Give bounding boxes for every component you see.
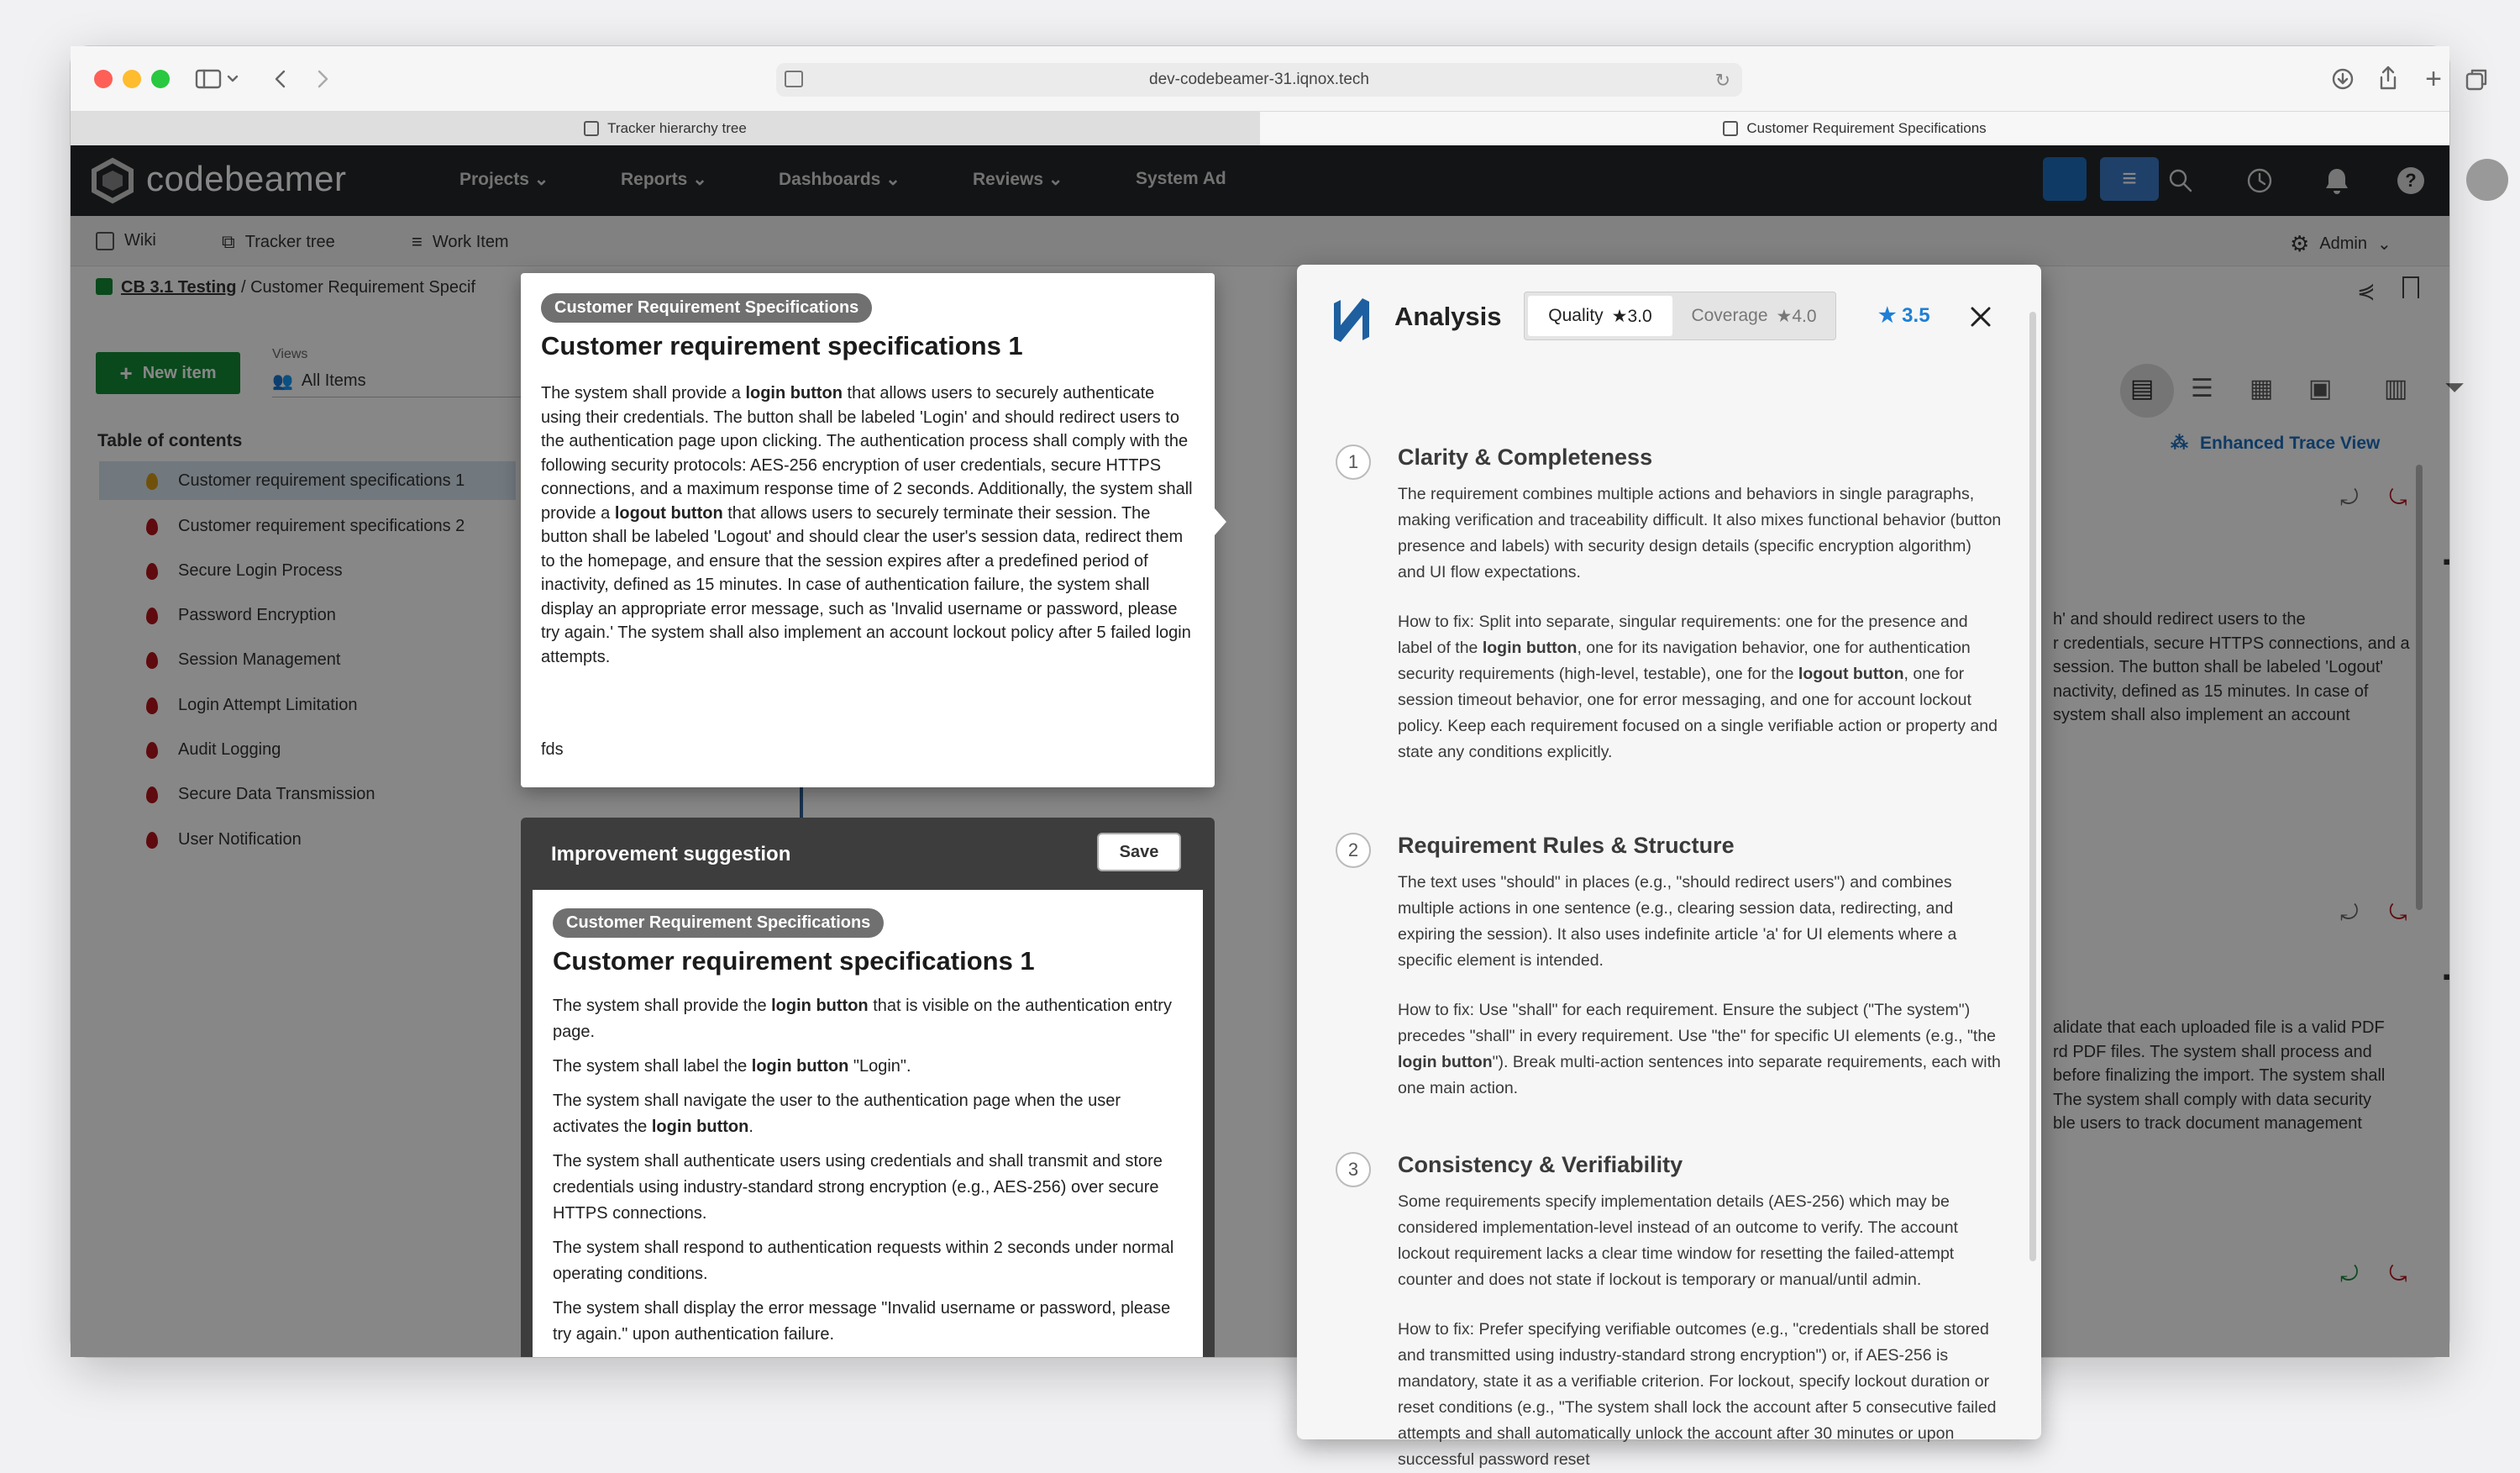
avatar[interactable] [2466, 159, 2508, 201]
bold-term: logout button [614, 503, 723, 523]
analysis-scrollbar[interactable] [2029, 312, 2036, 1261]
bold-term: login button [651, 1118, 749, 1136]
section-fix: How to fix: Prefer specifying verifiable outcomes (e.g., "credentials shall be stored and transmitted using industry-standard strong encryption") or, if AES-256 is mandatory, state it as a verifiable criterion. For lockout, specify lockout duration or reset conditions (e.g., "The system shall lock the account after 5 consecutive failed attempts and shall automatically unlock the account after 30 minutes or upon successful password reset [1398, 1320, 1997, 1469]
minimize-window-button[interactable] [123, 70, 141, 88]
breadcrumb-tracker[interactable]: / Customer Requirement Specif [241, 278, 476, 297]
modal-backdrop[interactable] [71, 145, 2449, 1357]
toc-item-label: User Notification [178, 830, 302, 849]
link-icon[interactable]: ⤾ [2340, 485, 2359, 510]
toc-item-label: Login Attempt Limitation [178, 696, 358, 714]
users-icon: 👥 [272, 372, 293, 391]
requirement-description: The system shall provide a login button that allows users to securely authenticate using their credentials. The button shall be labeled 'Login' and should redirect users to the authentication page upon clicking. The authentication process shall comply with the following security protocols: AES-256 encryption of user credentials, secure HTTPS connections, and a maximum response time of 2 seconds. Additionally, the system shall provide a logout button that allows users to securely terminate their session. The button shall be labeled 'Logout' and should clear the user's session data, redirect them to the homepage, and ensure that the session expires after a predefined period of inactivity, defined as 15 minutes. In case of authentication failure, the system shall display an appropriate error message, such as 'Invalid username or password, please try again.' The system shall also implement an account lockout policy after 5 failed login attempts. [541, 384, 1193, 666]
close-window-button[interactable] [94, 70, 113, 88]
unlink-icon[interactable]: ⤿ [2389, 900, 2407, 925]
admin-menu[interactable]: ⚙ Admin ⌄ [2290, 231, 2391, 256]
section-number: 2 [1336, 833, 1371, 868]
background-line: The system shall comply with data security [2053, 1090, 2372, 1109]
bold-term: login button [1398, 1053, 1493, 1071]
section-fix: How to fix: Use "shall" for each requirement. Ensure the subject ("The system") precedes "shall" in every requirement. Use "the" for specific UI elements (e.g., "the login button"). Break multi-action sentences into separate requirements, each with one main action. [1398, 1001, 2001, 1097]
list-view-icon[interactable]: ☰ [2191, 375, 2213, 402]
background-line: system shall also implement an account [2053, 706, 2350, 724]
improvement-suggestion-panel [521, 818, 1215, 1357]
tab-label: Tracker hierarchy tree [607, 120, 747, 136]
improved-requirement: The system shall display the error message "Invalid username or password, please try again." upon authentication failure. [553, 1299, 1171, 1344]
toc-item-label: Password Encryption [178, 606, 336, 624]
nav-reviews[interactable]: Reviews ⌄ [973, 170, 1063, 189]
nav-reports[interactable]: Reports ⌄ [621, 170, 707, 189]
views-value: All Items [301, 371, 366, 390]
nav-dashboards[interactable]: Dashboards ⌄ [779, 170, 900, 189]
improved-requirement: The system shall navigate the user to the authentication page when the user activates the login button. [553, 1092, 1121, 1136]
filter-icon[interactable]: ⏷ [2444, 374, 2465, 402]
doc-icon: ▤ [2130, 375, 2155, 402]
calendar-view-icon[interactable]: ▣ [2308, 375, 2333, 402]
analysis-logo-icon [1329, 293, 1376, 347]
nav-label: Projects [459, 170, 529, 189]
forward-icon[interactable] [306, 61, 339, 97]
subnav-label: Work Item [432, 232, 509, 251]
background-line: before finalizing the import. The system shall [2053, 1066, 2386, 1085]
section-number: 1 [1336, 445, 1371, 480]
background-line: r credentials, secure HTTPS connections, and a [2053, 634, 2410, 653]
improved-requirement: The system shall authenticate users using credentials and shall transmit and store credentials using industry-standard strong encryption (e.g., AES-256) over secure HTTPS connections. [553, 1152, 1163, 1223]
requirement-title: Customer requirement specifications 1 [541, 331, 1023, 360]
comment-icon[interactable]: ▪ [2443, 549, 2451, 574]
toc-item-label: Audit Logging [178, 740, 281, 759]
share-link-icon[interactable]: ⋞ [2357, 278, 2376, 303]
codebeamer-app [71, 145, 2465, 1469]
unlink-icon[interactable]: ⤿ [2389, 485, 2407, 510]
page-settings-icon[interactable] [785, 71, 803, 87]
new-item-label: New item [142, 363, 217, 382]
improvement-content [533, 890, 1203, 1357]
toc-item-label: Customer requirement specifications 1 [178, 471, 465, 490]
reload-icon[interactable]: ↻ [1714, 70, 1730, 91]
admin-label: Admin [2319, 234, 2368, 253]
comment-icon[interactable]: ▪ [2443, 964, 2451, 989]
back-icon[interactable] [264, 61, 297, 97]
gear-icon: ⚙ [2290, 231, 2310, 256]
background-line: h' and should redirect users to the [2053, 610, 2306, 629]
url-text: dev-codebeamer-31.iqnox.tech [1149, 71, 1369, 88]
work-items-icon: ≡ [412, 231, 423, 252]
quality-label: Quality [1548, 306, 1604, 325]
background-line: nactivity, defined as 15 minutes. In case of [2053, 681, 2369, 701]
bold-term: login button [751, 1057, 849, 1076]
score-tabs [1524, 292, 1836, 340]
save-button[interactable]: Save [1097, 833, 1181, 871]
section-title: Requirement Rules & Structure [1398, 833, 1735, 858]
toc-item-label: Customer requirement specifications 2 [178, 517, 465, 535]
coverage-score: ★4.0 [1776, 306, 1817, 326]
section-description: The text uses "should" in places (e.g., "should redirect users") and combines multiple actions in one sentence (e.g., clearing session data, redirecting, and expiring the session). It also uses indefinite article 'a' for UI elements where a specific element is intended. [1398, 873, 1957, 970]
nav-label: Reviews [973, 170, 1044, 189]
analysis-title: Analysis [1394, 302, 1502, 331]
tab-favicon-icon [1723, 121, 1738, 136]
new-tab-icon[interactable]: + [2425, 62, 2442, 95]
quality-tab[interactable] [1528, 296, 1672, 336]
trace-view-label: Enhanced Trace View [2200, 434, 2381, 453]
share-icon[interactable] [2374, 63, 2402, 93]
tab-favicon-icon [584, 121, 599, 136]
background-line: session. The button shall be labeled 'Logout' [2053, 658, 2384, 676]
bold-term: login button [745, 384, 843, 402]
improvement-header: Improvement suggestion [551, 843, 791, 865]
tab-label: Customer Requirement Specifications [1746, 120, 1987, 136]
requirement-footer: fds [541, 740, 564, 759]
browser-tab-bar [71, 112, 2449, 145]
address-bar[interactable] [776, 63, 1742, 97]
toc-item-label: Session Management [178, 650, 341, 669]
tab-tracker-hierarchy[interactable] [71, 112, 1260, 145]
subnav-label: Wiki [124, 231, 156, 250]
link-icon[interactable]: ⤾ [2340, 900, 2359, 925]
menu-icon[interactable]: ≡ [2100, 157, 2159, 201]
nav-label: Dashboards [779, 170, 881, 189]
logo-text[interactable]: codebeamer [146, 159, 347, 198]
tab-overview-icon[interactable] [2463, 65, 2491, 93]
maximize-window-button[interactable] [151, 70, 170, 88]
background-line: ble users to track document management [2053, 1114, 2362, 1133]
nav-label: Reports [621, 170, 688, 189]
bold-term: login button [771, 997, 869, 1015]
improved-requirement: The system shall respond to authentication requests within 2 seconds under normal operating conditions. [553, 1239, 1174, 1283]
coverage-label: Coverage [1691, 306, 1768, 325]
views-label: Views [272, 347, 308, 361]
tracker-tree-icon: ⧉ [222, 231, 235, 252]
coverage-tab[interactable] [1676, 296, 1832, 336]
nav-label: System Ad [1136, 169, 1226, 188]
browser-window [71, 46, 2465, 1469]
toc-item-label: Secure Login Process [178, 561, 343, 580]
section-title: Consistency & Verifiability [1398, 1152, 1683, 1177]
close-icon[interactable] [1969, 305, 1992, 329]
bold-term: logout button [1798, 665, 1904, 683]
section-description: Some requirements specify implementation details (AES-256) which may be considered implementation-level instead of an outcome to verify. The account lockout requirement lacks a clear time window for resetting the failed-attempt counter and does not state if lockout is temporary or manual/until admin. [1398, 1192, 1958, 1289]
tracker-badge: Customer Requirement Specifications [541, 293, 872, 323]
book-icon[interactable]: ▥ [2384, 375, 2408, 402]
breadcrumb-project[interactable]: CB 3.1 Testing [121, 278, 237, 297]
link-icon[interactable]: ⤾ [2340, 1261, 2359, 1286]
toc-title: Table of contents [97, 431, 243, 450]
original-requirement-popup [521, 273, 1215, 787]
popup-arrow [1215, 508, 1226, 535]
section-fix: How to fix: Split into separate, singular requirements: one for the presence and label of the login button, one for its navigation behavior, one for authentication security requirements (high-level, testable), one for the logout button, one for session timeout behavior, one for error messaging, and one for account lockout policy. Keep each requirement focused on a single verifiable action or property and state any conditions explicitly. [1398, 613, 1998, 761]
section-title: Clarity & Completeness [1398, 445, 1653, 470]
plus-icon: + [119, 360, 133, 386]
svg-text:?: ? [2405, 170, 2417, 191]
trace-icon: ⁂ [2171, 434, 2188, 453]
grid-view-icon[interactable]: ▦ [2250, 375, 2274, 402]
improved-requirement: The system shall label the login button "Login". [553, 1057, 911, 1076]
bold-term: login button [1482, 639, 1578, 657]
background-line: rd PDF files. The system shall process and [2053, 1042, 2372, 1061]
nav-projects[interactable]: Projects ⌄ [459, 170, 549, 189]
overall-score: ★ 3.5 [1878, 304, 1930, 327]
background-line: alidate that each uploaded file is a valid PDF [2053, 1018, 2385, 1037]
browser-titlebar [71, 46, 2449, 112]
improvement-requirements [553, 993, 1183, 1348]
sidebar-toggle-icon[interactable] [188, 61, 247, 97]
analysis-panel [1297, 265, 2041, 1469]
section-number: 3 [1336, 1152, 1371, 1187]
quality-score: ★3.0 [1611, 306, 1652, 326]
improved-requirement: The system shall provide the login button that is visible on the authentication entry page. [553, 997, 1172, 1041]
tracker-badge: Customer Requirement Specifications [553, 908, 884, 938]
unlink-icon[interactable]: ⤿ [2389, 1261, 2407, 1286]
toc-item-label: Secure Data Transmission [178, 785, 375, 803]
section-description: The requirement combines multiple actions and behaviors in single paragraphs, making verification and traceability difficult. It also mixes functional behavior (button presence and labels) with security design details (specific encryption algorithm) and UI flow expectations. [1398, 485, 2002, 581]
subnav-label: Tracker tree [244, 232, 335, 251]
download-icon[interactable] [2328, 65, 2357, 93]
improvement-title: Customer requirement specifications 1 [553, 946, 1035, 976]
tab-customer-requirements[interactable] [1260, 112, 2449, 145]
